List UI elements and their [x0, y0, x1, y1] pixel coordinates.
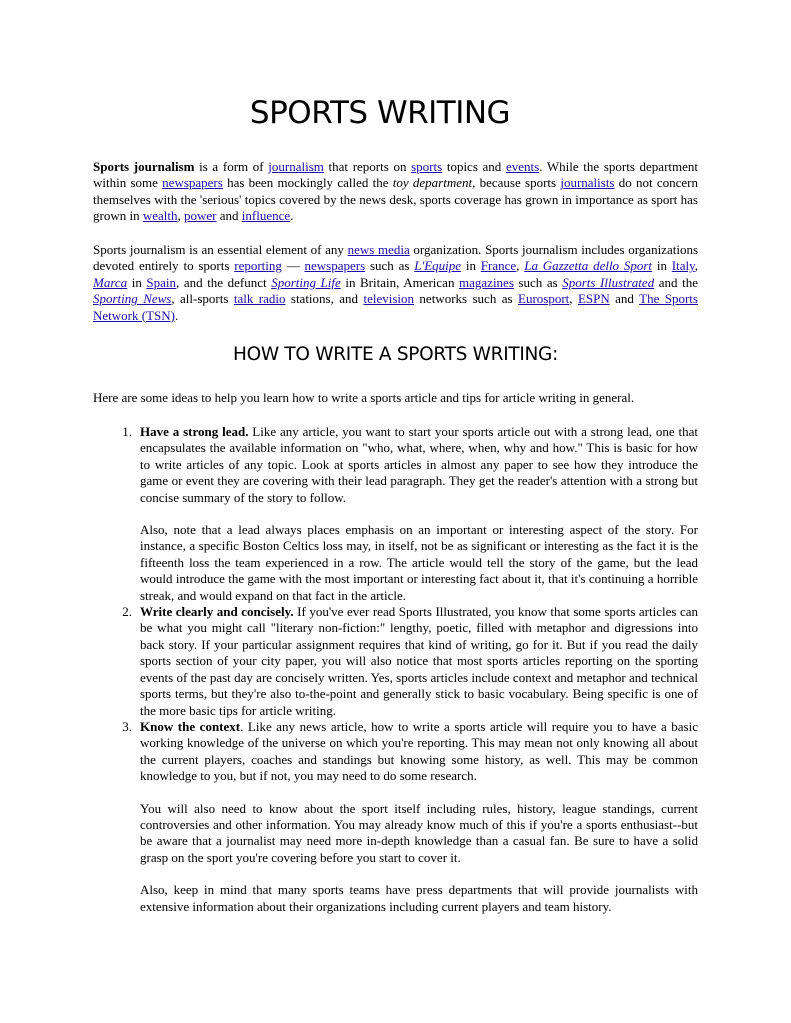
link-sports[interactable]: sports [411, 159, 443, 174]
section-heading: HOW TO WRITE A SPORTS WRITING: [232, 344, 559, 365]
list-item-heading: Know the context [140, 718, 241, 734]
list-item-body [140, 719, 698, 785]
link-tsn[interactable]: The Sports Network (TSN) [93, 291, 698, 323]
text: such as [365, 258, 415, 274]
link-news-media[interactable]: news media [347, 242, 410, 257]
ideas-intro: Here are some ideas to help you learn how to write a sports article and tips for article writing in general. [93, 390, 635, 405]
list-item-heading: Write clearly and concisely. [140, 604, 294, 620]
link-sporting-news[interactable]: Sporting News [93, 291, 172, 307]
link-marca[interactable]: Marca [93, 274, 128, 290]
link-journalism[interactable]: journalism [268, 159, 324, 174]
text: , all-sports [171, 291, 234, 307]
text: — [281, 258, 305, 274]
link-reporting[interactable]: reporting [234, 258, 282, 274]
text: , [569, 291, 578, 307]
link-talk-radio[interactable]: talk radio [233, 291, 286, 307]
text: , [177, 208, 184, 224]
list-item [110, 719, 698, 915]
intro-paragraph-1 [93, 159, 698, 225]
page-title: SPORTS WRITING [249, 95, 511, 131]
list-item [110, 424, 698, 604]
text: and [216, 208, 242, 224]
text: . [290, 208, 294, 224]
link-sports-illustrated[interactable]: Sports Illustrated [562, 274, 655, 290]
text: , [694, 258, 698, 274]
text: and the [654, 274, 698, 290]
list-number: 1. [122, 424, 132, 439]
text: in [127, 274, 147, 290]
text: networks such as [414, 291, 518, 307]
text: do not concern themselves with the 'serious' topics covered by the news desk, sports coverage has grown in importance as sport has grown in [93, 175, 699, 224]
list-item [110, 604, 698, 719]
text: Sports journalism is an essential element of any [93, 242, 348, 257]
text: . [174, 307, 179, 323]
lead-term: Sports journalism [93, 159, 195, 174]
link-espn[interactable]: ESPN [577, 291, 610, 307]
list-item-heading: Have a strong lead. [140, 424, 249, 439]
link-magazines[interactable]: magazines [459, 274, 514, 290]
text: . Like any news article, how to write a sports article will require you to have a basic working knowledge of the universe on which you're reporting. This may mean not only knowing all about the current players, coaches and standings but knowing some history, as well. This may be common knowledge to you, but if not, you may need to do some research. [140, 718, 698, 784]
link-eurosport[interactable]: Eurosport [518, 291, 570, 307]
list-item-extra: Also, keep in mind that many sports teams have press departments that will provide journalists with extensive information about their organizations including current players and team history. [140, 882, 698, 914]
text: , because sports [472, 175, 561, 191]
text: has been mockingly called the [222, 175, 393, 191]
text: If you've ever read Sports Illustrated, you know that some sports articles can be what you might call "literary non-fiction:" lengthy, poetic, filled with metaphor and digressions into back story. If your particular assignment requires that kind of writing, go for it. But if you read the daily sports section of your city paper, you will also notice that most sports articles reporting on the sporting events of the past day are concisely written. Yes, sports articles include context and metaphor and technical sports terms, but they're also to-the-point and generally stick to basic vocabulary. Being specific is one of the more basic tips for article writing. [140, 604, 698, 718]
list-item-body [140, 604, 698, 719]
list-item-extra: Also, note that a lead always places emphasis on an important or interesting aspect of the story. For instance, a specific Boston Celtics loss may, in itself, not be as significant or interesting as the fact it is the fifteenth loss the team experienced in a row. The article would tell the story of the game, but the lead would introduce the game with the most important or interesting fact about it, that it's continuing a horrible streak, and would expand on that fact in the article. [140, 522, 698, 603]
italic-toy-department: toy department [392, 175, 473, 191]
text: topics and [442, 159, 506, 174]
text: in Britain, American [340, 274, 460, 290]
text: . While the sports department within some [93, 159, 699, 191]
text: is a form of [194, 159, 269, 174]
link-power[interactable]: power [184, 208, 217, 224]
link-spain[interactable]: Spain [146, 274, 177, 290]
text: such as [513, 274, 563, 290]
text: in [461, 258, 481, 274]
tips-list [110, 424, 698, 915]
link-newspapers[interactable]: newspapers [162, 175, 223, 191]
link-italy[interactable]: Italy [671, 258, 695, 274]
link-television[interactable]: television [363, 291, 415, 307]
text: , [516, 258, 525, 274]
text: that reports on [323, 159, 412, 174]
link-france[interactable]: France [480, 258, 517, 274]
text: Like any article, you want to start your sports article out with a strong lead, one that encapsulates the available information on "who, what, where, when, why and how." This is basic for how to write articles of any topic. Look at sports articles in almost any paper to see how they introduce the game or event they are covering with their lead paragraph. They get the reader's attention with a strong but concise summary of the story to follow. [140, 424, 698, 505]
text: in [652, 258, 672, 274]
link-gazzetta[interactable]: La Gazzetta dello Sport [524, 258, 653, 274]
link-events[interactable]: events [505, 159, 540, 174]
text: , and the defunct [176, 274, 272, 290]
text: stations, and [285, 291, 364, 307]
text: and [609, 291, 640, 307]
list-item-body [140, 424, 698, 506]
link-sporting-life[interactable]: Sporting Life [271, 274, 341, 290]
list-number: 2. [122, 604, 132, 620]
list-item-extra: You will also need to know about the sport itself including rules, history, league standings, current controversies and other information. You may already know much of this if you're a sports enthusiast--but be aware that a journalist may need more in-depth knowledge than a casual fan. Be sure to have a solid grasp on the sport you're covering before you start to cover it. [140, 800, 698, 865]
intro-paragraph-2 [93, 242, 698, 324]
link-wealth[interactable]: wealth [142, 208, 178, 224]
link-journalists[interactable]: journalists [560, 175, 615, 191]
link-lequipe[interactable]: L'Equipe [414, 258, 462, 274]
link-newspapers-2[interactable]: newspapers [304, 258, 366, 274]
list-number: 3. [122, 718, 132, 734]
text: organization. Sports journalism includes organizations devoted entirely to sports [93, 242, 699, 274]
link-influence[interactable]: influence [241, 208, 291, 224]
